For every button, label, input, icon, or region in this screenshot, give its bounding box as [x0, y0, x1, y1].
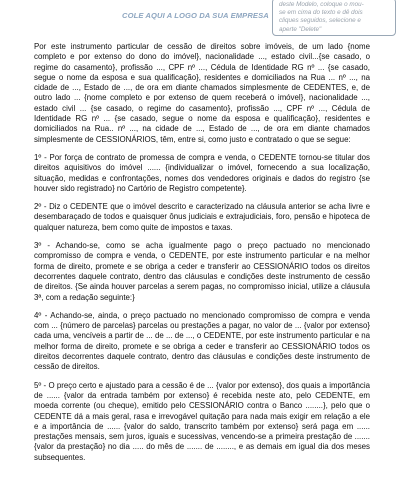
tip-line: deste Modelo, coloque o mou-	[279, 1, 364, 8]
header-logo-area	[0, 0, 400, 40]
contract-clause-2: 2º - Diz o CEDENTE que o imóvel descrito e caracterizado na cláusula anterior se acha livre e desembaraçado de todos e quaisquer ônus judiciais e extrajudiciais, foro, pensão e hipoteca de qualquer natureza, bem como quite de impostos e taxas.	[34, 202, 370, 232]
contract-clause-4: 4º - Achando-se, ainda, o preço pactuado no mencionado compromisso de compra e venda com ... {número de parcelas} parcelas ou prestações a pagar, no valor de ... {valor por extenso} cada uma, vencíveis a partir de ... de ... de ..., o CEDENTE, por este instrumento particular e na melhor forma de direito, promete e se obriga a ceder e transferir ao CESSIONÁRIO todos os direitos decorrentes daquele contrato, dentro das cláusulas e condições deste instrumento de cessão de direitos.	[34, 310, 370, 372]
logo-placeholder: COLE AQUI A LOGO DA SUA EMPRESA	[122, 11, 269, 20]
tip-line: aperte "Delete"	[279, 25, 322, 33]
contract-clause-1: 1º - Por força de contrato de promessa de compra e venda, o CEDENTE tornou-se titular dos direitos aquisitivos do imóvel ...... {individualizar o imóvel, fornecendo a sua localização, situação, medidas e confrontações, nomes dos vendedores originais e dados do registro {se houver sido registrado} no Cartório de Registro competente}.	[34, 152, 370, 193]
contract-paragraph-intro: Por este instrumento particular de cessão de direitos sobre imóveis, de um lado {nome completo e por extenso do dono do imóvel}, nacionalidade ..., estado civil...{se casado, o regime do casamento}, profissão ..., CPF nº ..., Cédula de Identidade RG nº ... {se casado, segue o nome da esposa e sua qualificação}, residentes e domiciliados na Rua ... nº ..., na cidade de ..., Estado de ..., de ora em diante chamados simplesmente de CEDENTES, e, de outro lado ... {nome completo e por extenso de quem receberá o imóvel}, nacionalidade ..., estado civil ... {se casado, o regime do casamento}, profissão ..., CPF nº ..., Cédula de Identidade RG nº ... {se casado, segue o nome da esposa e qualificação}, residentes e domiciliados na Rua.. nº ..., na cidade de ..., Estado de ..., de ora em diante chamados simplesmente de CESSIONÁRIOS, têm, entre si, como justo e contratado o que se segue:	[34, 42, 370, 144]
contract-body	[34, 42, 370, 471]
tip-line: se em cima do texto e dê dois	[279, 9, 363, 17]
contract-clause-3: 3º - Achando-se, como se acha igualmente pago o preço pactuado no mencionado compromisso de compra e venda, o CEDENTE, por este instrumento particular e na melhor forma de direito, promete e se obriga a ceder e transferir ao CESSIONÁRIO todos os direitos decorrentes daquele contrato, dentro das cláusulas e condições deste instrumento de cessão de direitos. {Se ainda houver parcelas a serem pagas, no compromisso inicial, utilize a cláusula 3ª, com a redação seguinte:}	[34, 241, 370, 302]
contract-clause-5: 5º - O preço certo e ajustado para a cessão é de ... {valor por extenso}, dos quais a importância de ...... {valor da entrada também por extenso} é recebida neste ato, pelo CEDENTE, em moeda corrente (ou cheque), emitido pelo CESSIONÁRIO contra o Banco ........}, pelo que o CEDENTE dá a mais geral, rasa e irrevogável quitação para nada mais exigir em relação a ele e a importância de ...... {valor do saldo, transcrito também por extenso} será paga em ...... prestações mensais, sem juros, iguais e sucessivas, vencendo-se a primeira prestação de ....... {valor da prestação} no dia ..... do mês de ....... de ........, e as demais em igual dia dos meses subsequentes.	[34, 380, 370, 462]
instruction-tip-box	[272, 0, 396, 36]
tip-line: cliques seguidos, selecione e	[279, 17, 361, 25]
